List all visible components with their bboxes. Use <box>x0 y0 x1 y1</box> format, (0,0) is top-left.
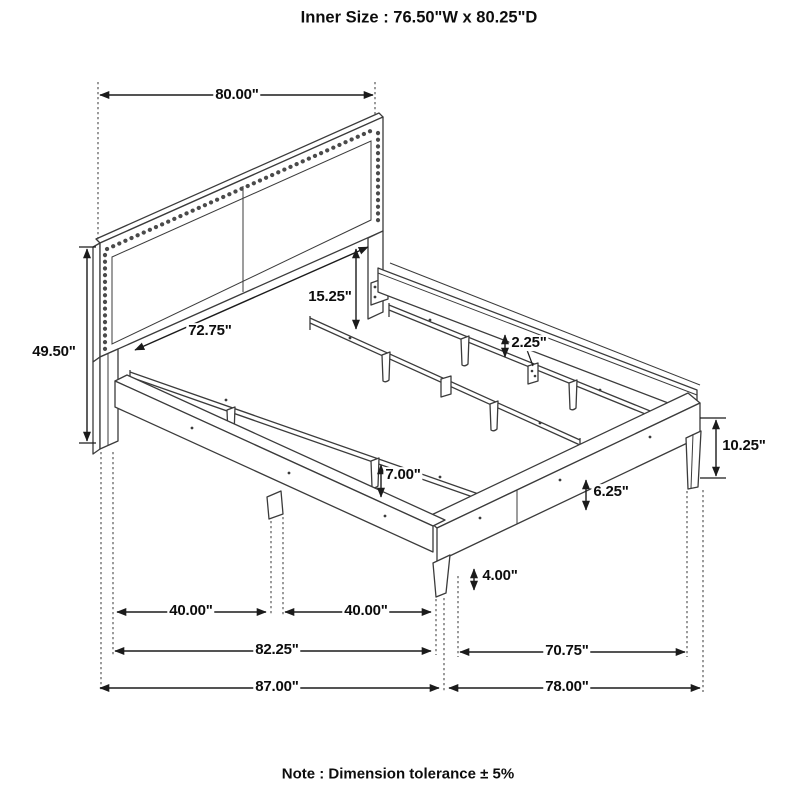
dimension-lines <box>79 95 726 688</box>
dim-label-footboard-inner-width: 70.75" <box>545 642 589 660</box>
foot-right-leg <box>686 431 701 489</box>
dim-label-slat-rise: 2.25" <box>511 334 547 352</box>
tolerance-note: Note : Dimension tolerance ± 5% <box>281 765 515 783</box>
dim-label-foot-leg-height: 4.00" <box>482 567 518 585</box>
inner-size-title: Inner Size : 76.50"W x 80.25"D <box>300 8 538 27</box>
footboard-top-face <box>425 393 700 528</box>
foot-left-leg <box>433 555 450 597</box>
dim-label-half-span-b: 40.00" <box>344 602 388 620</box>
dim-label-headboard-inner-width: 72.75" <box>188 322 232 340</box>
dim-label-rail-face-height: 6.25" <box>593 483 629 501</box>
slat-rail-2-leg-2 <box>490 401 498 431</box>
left-rail-center-leg <box>267 491 283 519</box>
slat-rail-1-leg-2 <box>371 458 379 488</box>
slat-rail-3-leg-2 <box>569 380 577 410</box>
dim-label-headboard-height: 49.50" <box>32 343 76 361</box>
extension-lines <box>98 82 703 692</box>
dim-label-panel-drop: 15.25" <box>308 288 352 306</box>
dim-label-headboard-width: 80.00" <box>215 86 259 104</box>
slat-rail-joint-bracket-2 <box>441 376 451 397</box>
slat-rail-joint-bracket <box>528 363 538 384</box>
headboard-side-edge <box>93 243 100 362</box>
dim-leader-225 <box>527 350 533 366</box>
dim-label-footboard-width: 78.00" <box>545 678 589 696</box>
dim-label-half-span-a: 40.00" <box>169 602 213 620</box>
headboard-left-leg-side <box>93 357 100 454</box>
headboard-front-panel <box>100 117 383 357</box>
dim-label-overall-depth: 87.00" <box>255 678 299 696</box>
dim-label-side-rail-length: 82.25" <box>255 641 299 659</box>
slat-rail-2-leg-1 <box>382 352 390 382</box>
footboard-front-face <box>437 403 700 562</box>
left-side-rail <box>115 375 445 552</box>
dim-label-support-leg-height: 7.00" <box>385 466 421 484</box>
slat-rail-3-leg-1 <box>461 336 469 366</box>
dim-label-corner-height: 10.25" <box>722 437 766 455</box>
